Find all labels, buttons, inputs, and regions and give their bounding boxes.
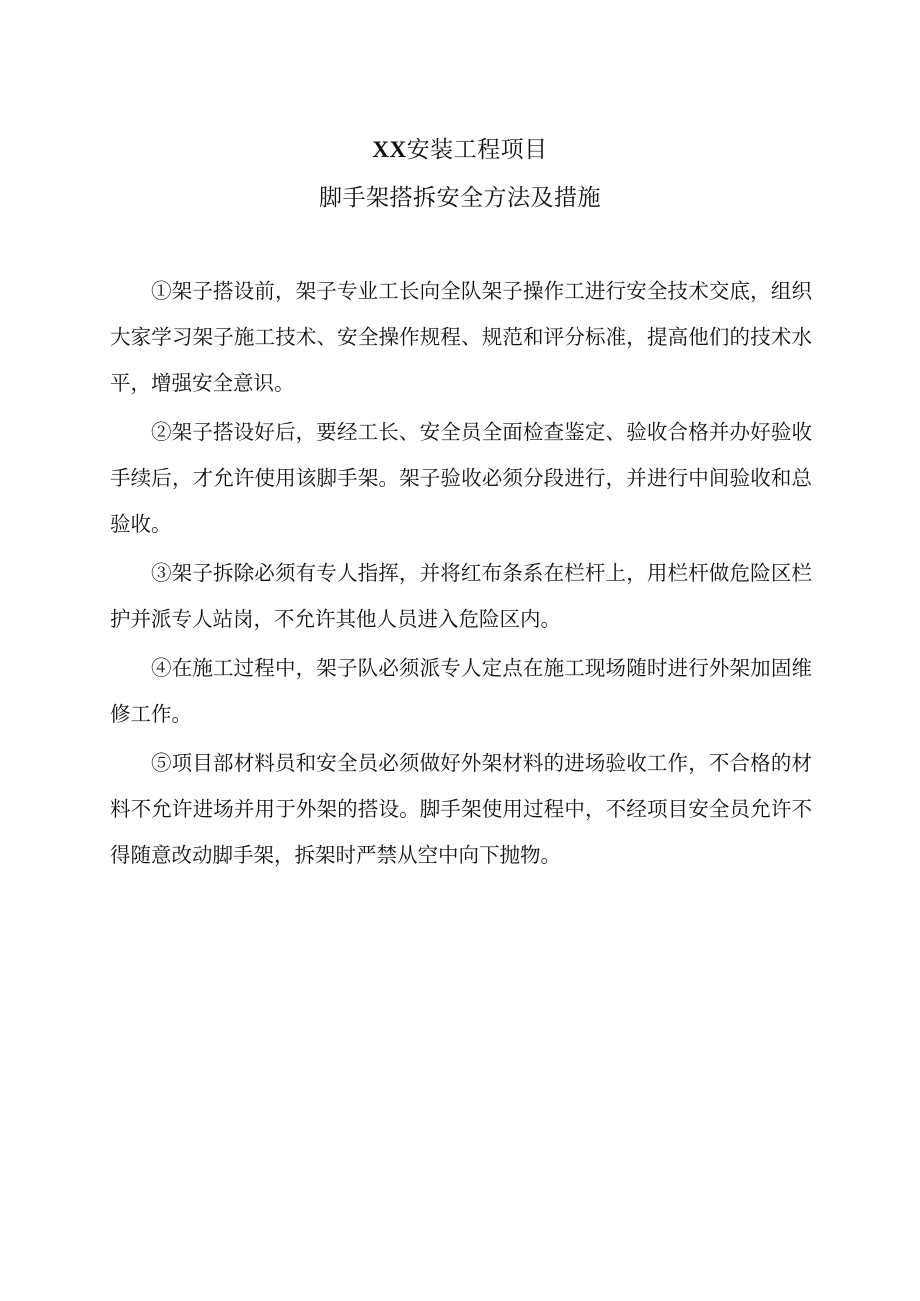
paragraph-5: ⑤项目部材料员和安全员必须做好外架材料的进场验收工作，不合格的材料不允许进场并用于外架的搭设。脚手架使用过程中，不经项目安全员允许不得随意改动脚手架，拆架时严禁从空中向下抛物。 xyxy=(110,751,812,867)
title-line-2: 脚手架搭拆安全方法及措施 xyxy=(319,185,601,211)
paragraph-2: ②架子搭设好后，要经工长、安全员全面检查鉴定、验收合格并办好验收手续后，才允许使用该脚手架。架子验收必须分段进行，并进行中间验收和总验收。 xyxy=(110,420,812,536)
title-project-name: 安装工程项目 xyxy=(406,137,548,163)
title-line-1 xyxy=(0,126,920,174)
document-title xyxy=(0,126,920,222)
document-body xyxy=(110,268,812,881)
paragraph-3: ③架子拆除必须有专人指挥，并将红布条系在栏杆上，用栏杆做危险区栏护并派专人站岗，不允许其他人员进入危险区内。 xyxy=(110,561,812,631)
title-project-code: XX xyxy=(372,137,407,162)
paragraph-4: ④在施工过程中，架子队必须派专人定点在施工现场随时进行外架加固维修工作。 xyxy=(110,656,812,726)
paragraph-1: ①架子搭设前，架子专业工长向全队架子操作工进行安全技术交底，组织大家学习架子施工技术、安全操作规程、规范和评分标准，提高他们的技术水平，增强安全意识。 xyxy=(110,279,812,395)
